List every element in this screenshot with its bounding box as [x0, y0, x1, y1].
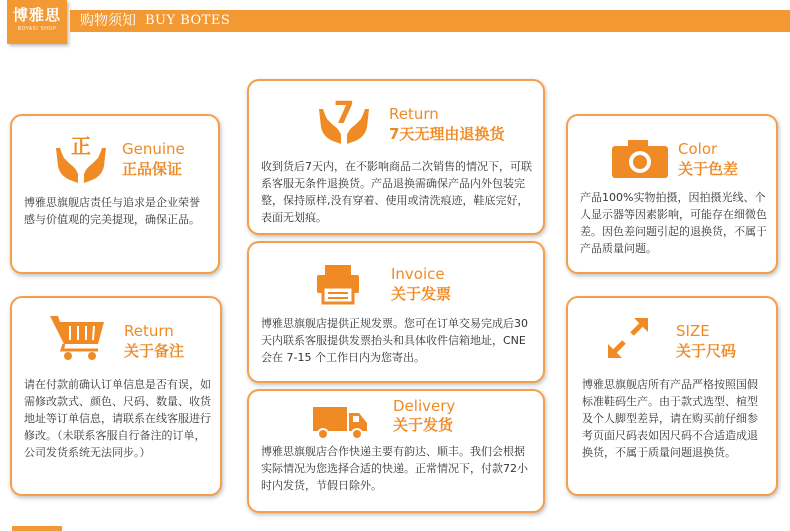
size-text: 博雅思旗舰店所有产品严格按照国假标准鞋码生产。由于款式选型、楦型及个人脚型差异，请在购买前仔细参考页面尺码表如因尺码不合适造成退换货，不属于质量问题退换货。 [582, 378, 758, 459]
size-title-cn: 关于尺码 [676, 342, 737, 360]
return-note-title-en: Return [124, 322, 174, 340]
shopping-cart-icon [48, 312, 108, 362]
size-title-en: SIZE [676, 322, 710, 340]
invoice-card [247, 241, 545, 383]
camera-icon [610, 138, 670, 180]
brand-logo [7, 0, 67, 44]
resize-arrows-icon [606, 316, 650, 360]
delivery-title-cn: 关于发货 [393, 416, 454, 434]
return-7-days-card [247, 79, 545, 235]
invoice-text: 博雅思旗舰店提供正规发票。您可在订单交易完成后30 天内联系客服提供发票抬头和具体收件信箱地址，CNE 会在 7-15 个工作日内为您寄出。 [261, 317, 528, 364]
delivery-card [247, 389, 545, 513]
genuine-title-cn: 正品保证 [122, 160, 183, 178]
invoice-title-cn: 关于发票 [391, 285, 452, 303]
hands-seven-icon [313, 95, 375, 151]
printer-icon [315, 263, 361, 305]
seven-icon-char: 7 [333, 96, 355, 131]
color-title-cn: 关于色差 [678, 160, 739, 178]
title-bar [70, 10, 790, 32]
return-note-card [10, 296, 222, 496]
return-7-title-cn: 7天无理由退换货 [389, 125, 505, 143]
hands-genuine-icon [50, 130, 112, 188]
return-note-title-cn: 关于备注 [124, 342, 185, 360]
genuine-icon-char: 正 [71, 134, 91, 158]
title-en: BUY BOTES [145, 13, 231, 28]
title-cn: 购物须知 [80, 13, 136, 29]
color-title-en: Color [678, 140, 718, 158]
delivery-text: 博雅思旗舰店合作快递主要有韵达、顺丰。我们会根据实际情况为您选择合适的快递。正常情况下，付款72小时内发货，节假日除外。 [261, 445, 528, 492]
color-text: 产品100%实物拍摄，因拍摄光线、个人显示器等因素影响，可能存在细微色差。因色差问题引起的退换货，不属于产品质量问题。 [580, 191, 767, 255]
return-7-title-en: Return [389, 105, 439, 123]
size-card [566, 296, 778, 496]
brand-name: 博雅思 [12, 6, 61, 24]
delivery-title-en: Delivery [393, 397, 456, 415]
genuine-title-en: Genuine [122, 140, 185, 158]
genuine-card [10, 114, 220, 274]
color-card [566, 114, 778, 274]
invoice-title-en: Invoice [391, 265, 445, 283]
header [0, 0, 790, 44]
brand-subtitle: BOYASI SHOP [17, 26, 57, 32]
bottom-tab-decoration [12, 526, 62, 531]
delivery-truck-icon [311, 403, 369, 441]
genuine-text: 博雅思旗舰店责任与追求是企业荣誉感与价值观的完美提现，确保正品。 [24, 196, 200, 226]
return-7-text: 收到货后7天内，在不影响商品二次销售的情况下，可联系客服无条件退换货。产品退换需确保产品内外包装完整，保持原样,没有穿着、使用或清洗痕迹，鞋底完好，表面无划痕。 [261, 160, 532, 224]
return-note-text: 请在付款前确认订单信息是否有误，如需修改款式、颜色、尺码、数量、收货地址等订单信息，请联系在线客服进行修改。（未联系客服自行备注的订单，公司发货系统无法同步。） [24, 378, 211, 459]
